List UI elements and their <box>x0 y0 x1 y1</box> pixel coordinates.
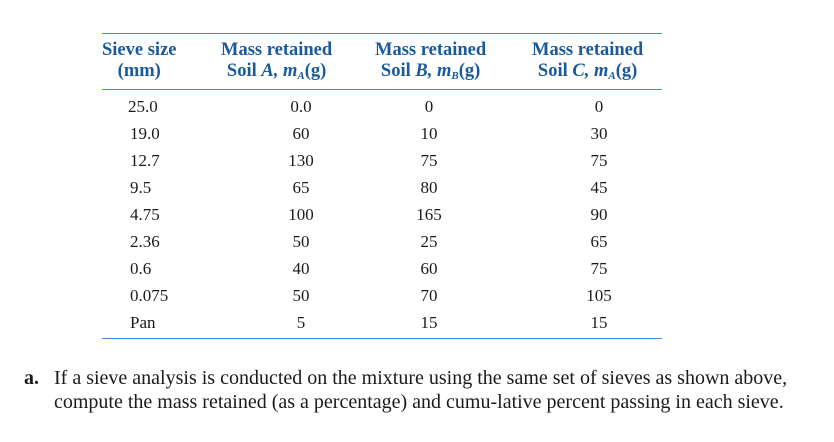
sieve-size-cell: 19.0 <box>130 124 160 143</box>
header-line2: Soil A, $m_A(g)$ <box>226 61 327 82</box>
header-sieve-size <box>102 40 177 82</box>
sieve-size-cell: 25.0 <box>128 97 158 116</box>
mass-retained-cell: 60 <box>420 259 438 278</box>
mass-retained-cell: 100 <box>288 205 314 224</box>
mass-retained-cell: 80 <box>420 178 438 197</box>
sieve-size-cell: 2.36 <box>130 232 160 251</box>
header-soil-b <box>375 40 486 87</box>
mass-retained-cell: 75 <box>590 259 608 278</box>
mass-retained-cell: 165 <box>416 205 442 224</box>
mass-retained-cell: 25 <box>420 232 438 251</box>
mass-retained-cell: 30 <box>590 124 608 143</box>
mass-retained-cell: 90 <box>590 205 608 224</box>
sieve-size-cell: 0.075 <box>130 286 169 305</box>
sieve-size-cell: 4.75 <box>130 205 160 224</box>
header-line2: Soil C, $m_A(g)$ <box>537 61 638 82</box>
header-line1: Mass retained <box>532 40 644 60</box>
mass-retained-cell: 130 <box>288 151 314 170</box>
mass-retained-cell: 50 <box>292 232 310 251</box>
header-soil-c <box>532 40 643 87</box>
mass-retained-cell: 0 <box>424 97 434 116</box>
mass-retained-cell: 15 <box>590 313 608 332</box>
table-header-rule <box>102 89 662 90</box>
mass-retained-cell: 75 <box>590 151 608 170</box>
mass-retained-cell: 65 <box>590 232 608 251</box>
mass-retained-cell: 45 <box>590 178 608 197</box>
sieve-size-cell: 9.5 <box>130 178 152 197</box>
question-letter: a. <box>24 367 39 389</box>
header-soil-a <box>221 40 332 87</box>
header-line1: Sieve size <box>102 40 177 60</box>
header-line2: (mm) <box>117 61 161 81</box>
question-text: If a sieve analysis is conducted on the mixture using the same set of sieves as shown above, compute the mass retained (as a percentage) and cumu-lative percent passing in each sieve. <box>54 367 788 413</box>
table-top-rule <box>102 33 662 34</box>
table-bottom-rule <box>102 338 662 339</box>
mass-retained-cell: 75 <box>420 151 438 170</box>
mass-retained-cell: 15 <box>420 313 438 332</box>
mass-retained-cell: 105 <box>586 286 612 305</box>
mass-retained-cell: 70 <box>420 286 438 305</box>
mass-retained-cell: 0.0 <box>290 97 312 116</box>
header-line1: Mass retained <box>375 40 487 60</box>
mass-retained-cell: 5 <box>296 313 306 332</box>
mass-retained-cell: 0 <box>594 97 604 116</box>
sieve-size-cell: 0.6 <box>130 259 152 278</box>
mass-retained-cell: 50 <box>292 286 310 305</box>
header-line2: Soil B, $m_B(g)$ <box>380 61 481 82</box>
mass-retained-cell: 60 <box>292 124 310 143</box>
sieve-size-cell: Pan <box>130 313 156 332</box>
mass-retained-cell: 40 <box>292 259 310 278</box>
header-line1: Mass retained <box>221 40 333 60</box>
question-a <box>24 366 824 414</box>
sieve-size-cell: 12.7 <box>130 151 160 170</box>
mass-retained-cell: 10 <box>420 124 438 143</box>
mass-retained-cell: 65 <box>292 178 310 197</box>
